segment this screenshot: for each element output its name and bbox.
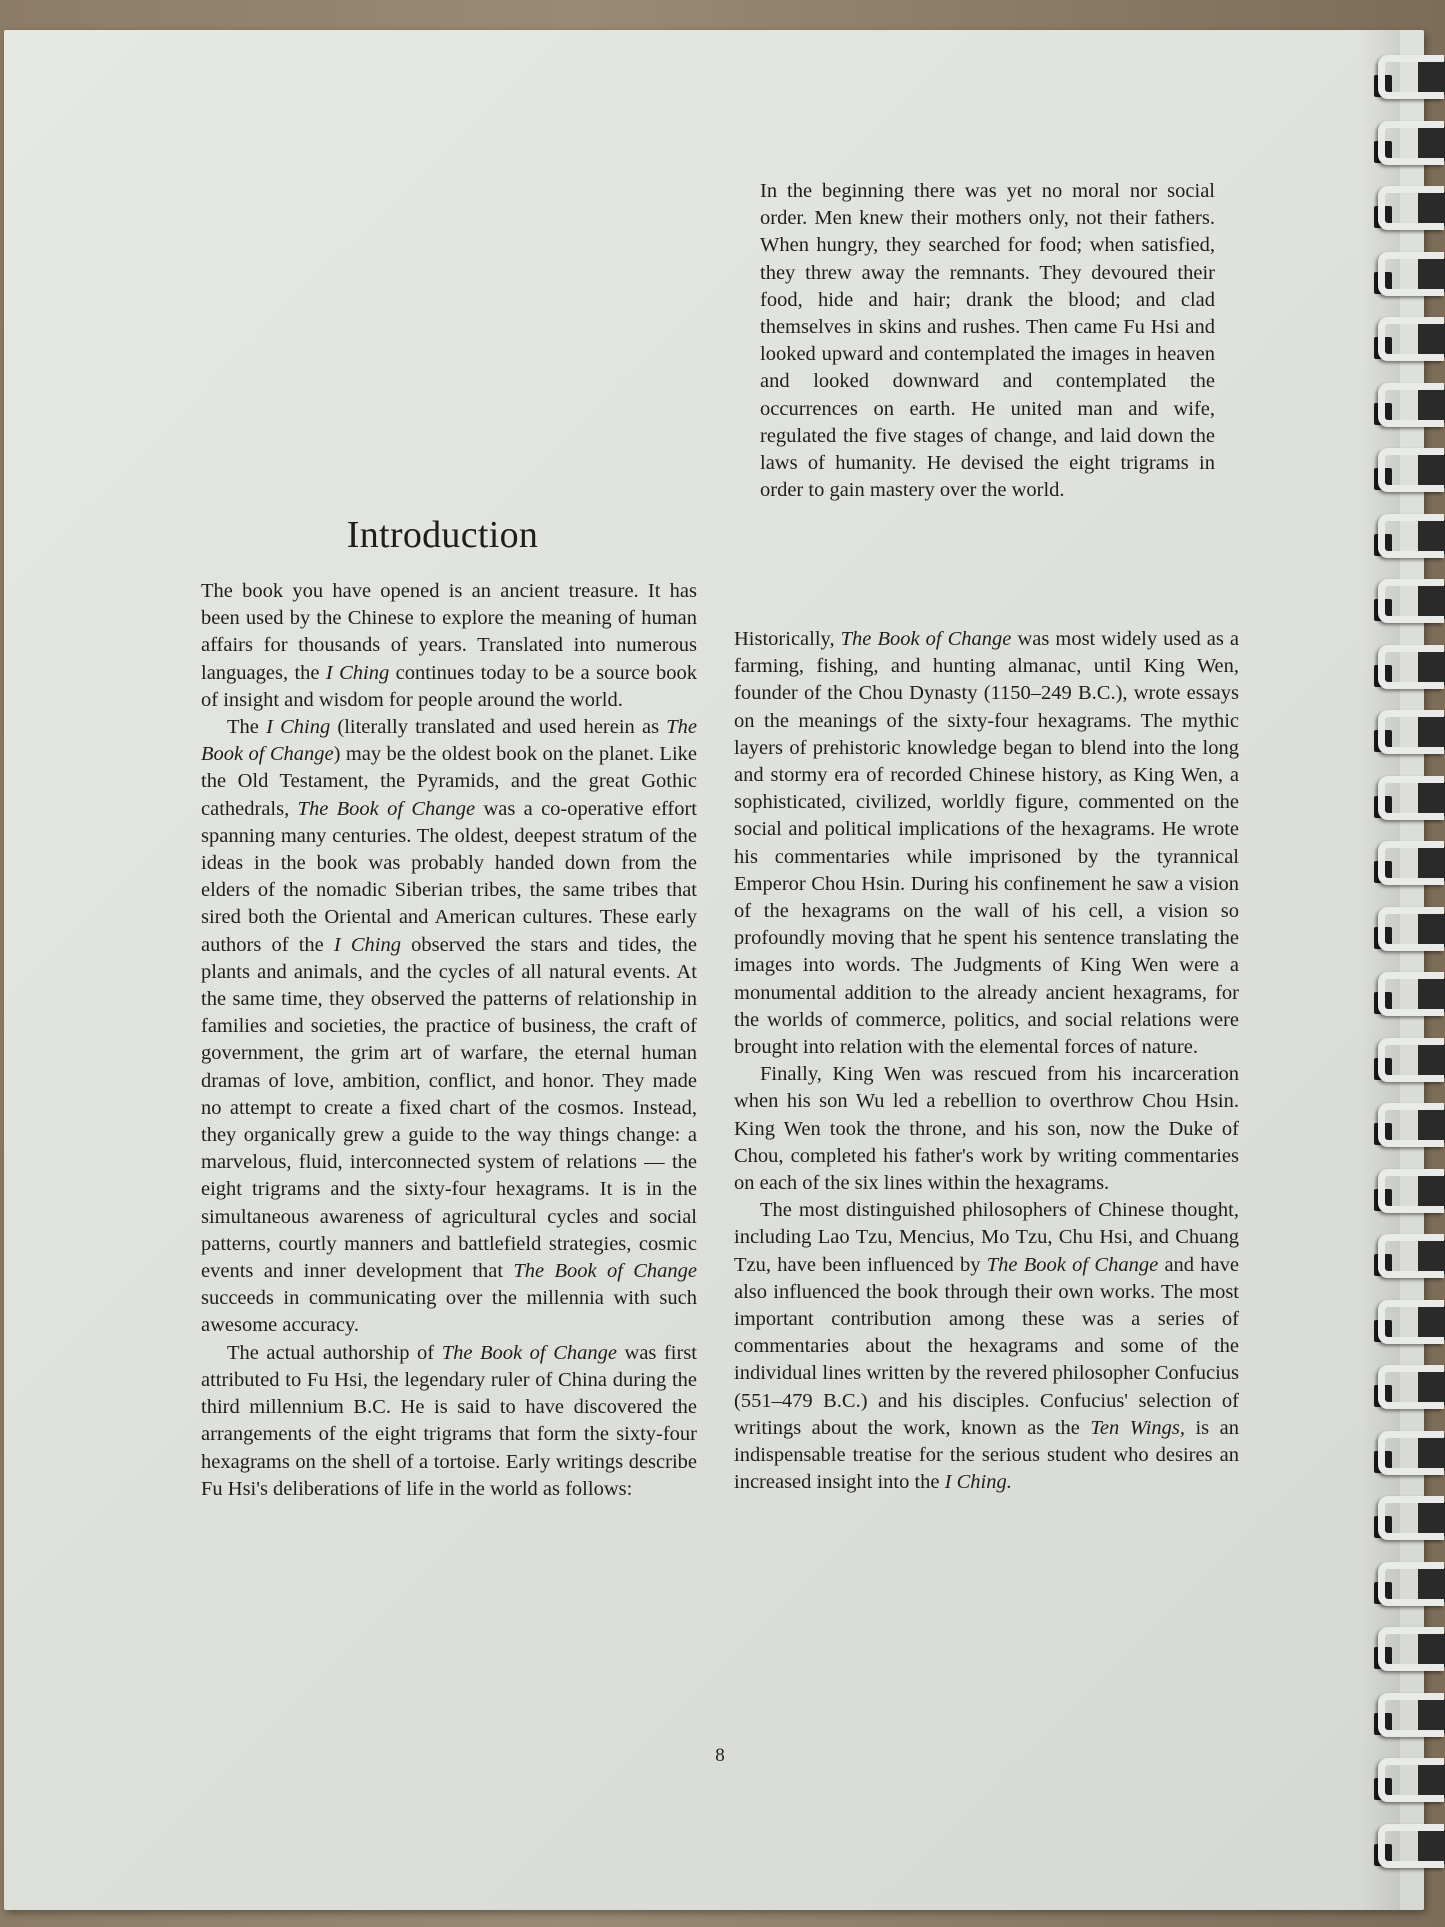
quote-block xyxy=(760,178,1215,504)
text-run: The most distinguished philosophers of Chinese thought, including Lao Tzu, Mencius, Mo Tzu, Chu Hsi, and Chuang Tzu, have been influenced by xyxy=(734,1199,1239,1276)
binding-coil xyxy=(1368,317,1445,363)
italic-title: I Ching xyxy=(333,933,401,956)
text-run: was most widely used as a farming, fishing, and hunting almanac, until King Wen, founder of the Chou Dynasty (1150–249 B.C.), wrote essays on the meanings of the sixty-four hexagrams. The mythic layers of prehistoric knowledge began to blend into the long and stormy era of recorded Chinese history, as King Wen, a sophisticated, civilized, worldly figure, commented on the social and political implications of the hexagrams. He wrote his commentaries while imprisoned by the tyrannical Emperor Chou Hsin. During his confinement he saw a vision of the hexagrams on the wall of his cell, a vision so profoundly moving that he spent his sentence translating the images into words. The Judgments of King Wen were a monumental addition to the already ancient hexagrams, for the worlds of commerce, politics, and social relations were brought into relation with the elemental forces of nature. xyxy=(734,628,1240,1059)
binding-coil xyxy=(1368,841,1445,887)
spiral-binding xyxy=(1368,55,1445,1905)
binding-coil xyxy=(1368,448,1445,494)
binding-coil xyxy=(1368,186,1445,232)
page-number: 8 xyxy=(715,1745,725,1766)
italic-title: The Book of Change xyxy=(201,716,697,766)
text-run: (literally translated and used herein as xyxy=(330,716,667,739)
body-paragraph xyxy=(734,1197,1239,1496)
text-run: is an indispensable treatise for the serious student who desires an increased insight into the xyxy=(734,1416,1239,1494)
right-column xyxy=(734,626,1239,1497)
binding-coil xyxy=(1368,972,1445,1018)
binding-coil xyxy=(1368,1300,1445,1346)
italic-title: I Ching xyxy=(325,661,390,684)
binding-coil xyxy=(1368,907,1445,953)
binding-coil xyxy=(1368,514,1445,560)
binding-coil xyxy=(1368,1365,1445,1411)
binding-coil xyxy=(1368,383,1445,429)
binding-coil xyxy=(1368,252,1445,298)
left-column xyxy=(201,578,697,1503)
text-run: was a co-operative effort spanning many centuries. The oldest, deepest stratum of the ideas in the book was probably handed down from the elders of the nomadic Siberian tribes, the same tribes that sired both the Oriental and American cultures. These early authors of the xyxy=(201,797,698,956)
page-title: Introduction xyxy=(346,514,539,556)
body-paragraph xyxy=(201,714,697,1340)
binding-coil xyxy=(1368,1103,1445,1149)
italic-title: The Book of Change xyxy=(441,1341,617,1364)
italic-title: The Book of Change xyxy=(840,628,1012,650)
text-run: succeeds in communicating over the millennia with such awesome accuracy. xyxy=(201,1287,697,1337)
body-paragraph xyxy=(201,578,697,714)
text-run: was first attributed to Fu Hsi, the legendary ruler of China during the third millennium B.C. He is said to have discovered the arrangements of the eight trigrams that form the sixty-four hexagrams on the shell of a tortoise. Early writings describe Fu Hsi's deliberations of life in the world as follows: xyxy=(201,1341,697,1500)
italic-title: Ten Wings, xyxy=(1090,1416,1185,1439)
text-run: continues today to be a source book of insight and wisdom for people around the world. xyxy=(201,661,697,711)
body-paragraph xyxy=(734,1061,1239,1197)
text-run: The book you have opened is an ancient treasure. It has been used by the Chinese to explore the meaning of human affairs for thousands of years. Translated into numerous languages, the xyxy=(201,580,697,684)
binding-coil xyxy=(1368,1693,1445,1739)
binding-coil xyxy=(1368,1169,1445,1215)
binding-coil xyxy=(1368,1038,1445,1084)
binding-coil xyxy=(1368,776,1445,822)
binding-coil xyxy=(1368,55,1445,101)
binding-coil xyxy=(1368,645,1445,691)
binding-coil xyxy=(1368,1758,1445,1804)
binding-coil xyxy=(1368,1627,1445,1673)
binding-coil xyxy=(1368,1824,1445,1870)
italic-title: The Book of Change xyxy=(986,1253,1159,1276)
body-paragraph xyxy=(201,1340,697,1503)
text-run: Finally, King Wen was rescued from his incarceration when his son Wu led a rebellion to overthrow Chou Hsin. King Wen took the throne, and his son, now the Duke of Chou, completed his father's work by writing commentaries on each of the six lines within the hexagrams. xyxy=(734,1063,1239,1195)
text-run: The actual authorship of xyxy=(227,1341,442,1364)
text-run: The xyxy=(227,716,267,739)
quote-paragraph: In the beginning there was yet no moral nor social order. Men knew their mothers only, not their fathers. When hungry, they searched for food; when satisfied, they threw away the remnants. They devoured their food, hide and hair; drank the blood; and clad themselves in skins and rushes. Then came Fu Hsi and looked upward and contemplated the images in heaven and looked downward and contemplated the occurrences on earth. He united man and wife, regulated the five stages of change, and laid down the laws of humanity. He devised the eight trigrams in order to gain mastery over the world. xyxy=(760,180,1215,502)
binding-coil xyxy=(1368,1496,1445,1542)
italic-title: I Ching xyxy=(266,716,331,739)
body-paragraph xyxy=(734,626,1239,1061)
italic-title: The Book of Change xyxy=(297,797,476,820)
text-run: Historically, xyxy=(734,628,841,650)
binding-coil xyxy=(1368,1562,1445,1608)
binding-coil xyxy=(1368,579,1445,625)
text-run: and have also influenced the book through their own works. The most important contribution among these was a series of commentaries about the hexagrams and some of the individual lines written by the revered philosopher Confucius (551–479 B.C.) and his disciples. Confucius' selection of writings about the work, known as the xyxy=(734,1253,1240,1439)
italic-title: I Ching. xyxy=(944,1471,1012,1494)
binding-coil xyxy=(1368,1431,1445,1477)
binding-coil xyxy=(1368,710,1445,756)
text-run: observed the stars and tides, the plants and animals, and the cycles of all natural events. At the same time, they observed the patterns of relationship in families and societies, the practice of business, the craft of government, the grim art of warfare, the eternal human dramas of love, ambition, conflict, and honor. They made no attempt to create a fixed chart of the cosmos. Instead, they organically grew a guide to the way things change: a marvelous, fluid, interconnected system of relations — the eight trigrams and the sixty-four hexagrams. It is in the simultaneous awareness of agricultural cycles and social patterns, courtly manners and battlefield strategies, cosmic events and inner development that xyxy=(201,933,697,1283)
binding-coil xyxy=(1368,1234,1445,1280)
binding-coil xyxy=(1368,121,1445,167)
italic-title: The Book of Change xyxy=(513,1260,698,1283)
text-run: ) may be the oldest book on the planet. Like the Old Testament, the Pyramids, and the great Gothic cathedrals, xyxy=(201,743,698,820)
